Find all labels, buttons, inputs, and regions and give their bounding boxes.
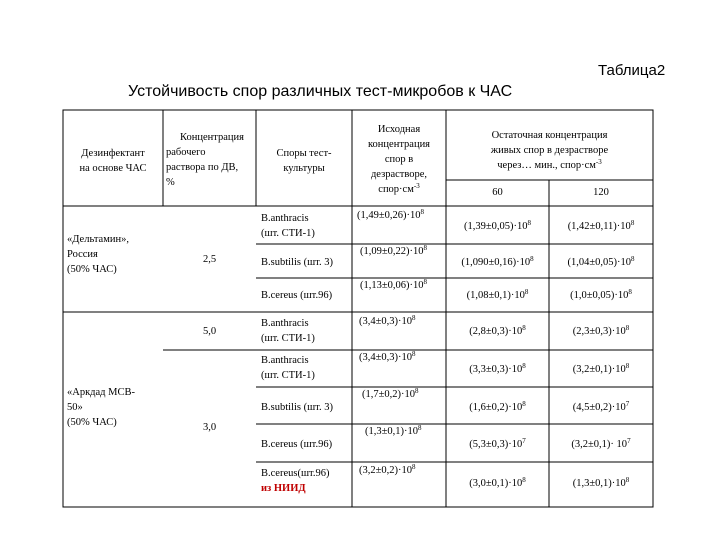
initial-value xyxy=(359,350,446,365)
header-line xyxy=(446,158,653,173)
header-line: культуры xyxy=(283,163,325,174)
residual-120-value xyxy=(549,255,653,270)
residual-60-value xyxy=(446,255,549,270)
initial-exponent: 8 xyxy=(423,244,428,252)
header-line: живых спор в дезрастворе xyxy=(490,145,609,156)
residual-60-value xyxy=(446,324,549,339)
initial-value-text: (3,4±0,3)·10 xyxy=(359,352,413,363)
header-line: % xyxy=(166,177,175,188)
culture-line: B.anthracis xyxy=(261,355,309,366)
culture-line: B.subtilis (шт. 3) xyxy=(261,257,333,268)
header-line: на основе ЧАС xyxy=(79,163,147,174)
initial-exponent: 8 xyxy=(412,350,416,358)
header-residual-exp: -3 xyxy=(595,158,602,166)
culture-line: (шт. СТИ-1) xyxy=(261,370,315,381)
initial-value xyxy=(359,314,446,329)
header-line: концентрация xyxy=(367,139,431,150)
residual-60-text: (3,3±0,3)·10 xyxy=(469,364,523,375)
residual-60-exp: 8 xyxy=(527,219,531,227)
concentration-value: 3,0 xyxy=(202,422,217,433)
disinfectant-line: (50% ЧАС) xyxy=(67,264,117,275)
residual-120-text: (1,0±0,05)·10 xyxy=(570,290,629,301)
header-line: дезрастворе, xyxy=(370,169,428,180)
culture-cell xyxy=(261,288,351,303)
initial-value-text: (1,3±0,1)·10 xyxy=(365,426,419,437)
residual-120-text: (1,04±0,05)·10 xyxy=(567,257,631,268)
header-minutes-60: 60 xyxy=(492,187,503,198)
initial-value-text: (1,09±0,22)·10 xyxy=(360,246,424,257)
culture-line: B.cereus (шт.96) xyxy=(261,439,333,450)
initial-exponent: 8 xyxy=(423,278,428,286)
initial-value-text: (3,4±0,3)·10 xyxy=(359,316,413,327)
culture-note: из НИИД xyxy=(261,483,306,494)
initial-exponent: 8 xyxy=(412,463,416,471)
residual-120-exp: 8 xyxy=(631,255,635,263)
culture-line: B.subtilis (шт. 3) xyxy=(261,402,333,413)
residual-60-exp: 8 xyxy=(522,362,526,370)
culture-line: (шт. СТИ-1) xyxy=(261,333,315,344)
residual-120-exp: 8 xyxy=(625,362,630,370)
residual-120-value xyxy=(549,400,653,415)
header-line: Исходная xyxy=(377,124,421,135)
residual-120-exp: 7 xyxy=(625,400,630,408)
residual-120-value xyxy=(549,362,653,377)
initial-value xyxy=(359,463,446,478)
residual-60-value xyxy=(446,362,549,377)
residual-120-text: (1,3±0,1)·10 xyxy=(572,478,626,489)
residual-120-value xyxy=(549,476,653,491)
header-unit: спор·см xyxy=(378,184,414,195)
header-line: Споры тест- xyxy=(276,148,332,159)
initial-value-text: (1,7±0,2)·10 xyxy=(362,389,416,400)
initial-exponent: 8 xyxy=(418,424,422,432)
residual-60-value xyxy=(446,437,549,452)
initial-exponent: 8 xyxy=(412,314,416,322)
initial-exponent: 8 xyxy=(415,387,419,395)
culture-cell xyxy=(261,437,351,452)
disinfectant-line: 50» xyxy=(67,402,83,413)
residual-60-exp: 8 xyxy=(524,288,529,296)
residual-120-text: (2,3±0,3)·10 xyxy=(572,326,626,337)
residual-120-exp: 8 xyxy=(625,476,630,484)
initial-value xyxy=(357,208,445,223)
disinfectant-line: «Аркдад МСВ- xyxy=(67,387,135,398)
header-line: Концентрация xyxy=(180,132,244,143)
disinfectant-arkdad xyxy=(67,385,161,430)
header-residual xyxy=(446,128,653,173)
header-line: Остаточная концентрация xyxy=(491,130,608,141)
initial-value-text: (1,13±0,06)·10 xyxy=(360,280,424,291)
residual-120-exp: 7 xyxy=(627,437,631,445)
residual-120-text: (1,42±0,11)·10 xyxy=(567,221,631,232)
header-line: Дезинфектант xyxy=(81,148,145,159)
disinfectant-line: «Дельтамин», xyxy=(67,234,129,245)
culture-line: B.anthracis xyxy=(261,213,309,224)
culture-line: B.cereus (шт.96) xyxy=(261,290,333,301)
header-line: раствора по ДВ, xyxy=(166,162,239,173)
header-line: рабочего xyxy=(166,147,206,158)
residual-120-text: (3,2±0,1)· 10 xyxy=(571,439,628,450)
disinfectant-deltamin xyxy=(67,232,161,277)
residual-60-exp: 8 xyxy=(522,400,526,408)
initial-value-text: (3,2±0,2)·10 xyxy=(359,465,413,476)
disinfectant-line: (50% ЧАС) xyxy=(67,417,117,428)
header-minutes-120: 120 xyxy=(593,187,609,198)
initial-value-text: (1,49±0,26)·10 xyxy=(357,210,421,221)
culture-cell xyxy=(261,316,351,346)
culture-line: B.cereus(шт.96) xyxy=(261,468,330,479)
residual-120-text: (3,2±0,1)·10 xyxy=(572,364,626,375)
residual-60-exp: 8 xyxy=(530,255,534,263)
residual-60-value xyxy=(446,288,549,303)
header-residual-time: через… мин., спор·см xyxy=(497,160,596,171)
residual-120-exp: 8 xyxy=(630,219,635,227)
residual-60-text: (1,6±0,2)·10 xyxy=(469,402,523,413)
residual-120-exp: 8 xyxy=(628,288,632,296)
residual-120-text: (4,5±0,2)·10 xyxy=(572,402,626,413)
initial-value xyxy=(360,278,446,293)
culture-cell xyxy=(261,400,351,415)
residual-60-text: (5,3±0,3)·10 xyxy=(469,439,523,450)
disinfectant-line: Россия xyxy=(67,249,98,260)
concentration-value: 2,5 xyxy=(202,254,217,265)
culture-cell xyxy=(261,211,351,241)
residual-120-exp: 8 xyxy=(625,324,630,332)
initial-value xyxy=(360,244,446,259)
header-disinfectant xyxy=(63,146,163,176)
residual-120-value xyxy=(549,219,653,234)
header-line xyxy=(352,182,446,197)
residual-60-text: (1,08±0,1)·10 xyxy=(466,290,525,301)
initial-value xyxy=(365,424,446,439)
residual-60-text: (1,39±0,05)·10 xyxy=(463,221,528,232)
table-title: Устойчивость спор различных тест-микробов к ЧАС xyxy=(128,83,513,100)
initial-exponent: 8 xyxy=(420,208,425,216)
residual-60-value xyxy=(446,400,549,415)
culture-cell xyxy=(261,466,351,496)
header-initial xyxy=(352,122,446,197)
culture-line: (шт. СТИ-1) xyxy=(261,228,315,239)
header-spores xyxy=(256,146,352,176)
residual-120-value xyxy=(549,288,653,303)
header-line: спор в xyxy=(384,154,414,165)
culture-cell xyxy=(261,353,351,383)
residual-60-text: (2,8±0,3)·10 xyxy=(469,326,523,337)
residual-60-value xyxy=(446,476,549,491)
concentration-value: 5,0 xyxy=(202,326,217,337)
culture-line: B.anthracis xyxy=(261,318,309,329)
table-number: Таблица2 xyxy=(598,62,666,79)
residual-60-exp: 8 xyxy=(522,324,526,332)
residual-60-text: (3,0±0,1)·10 xyxy=(469,478,523,489)
residual-60-exp: 8 xyxy=(522,476,526,484)
residual-60-text: (1,090±0,16)·10 xyxy=(461,257,531,268)
residual-60-exp: 7 xyxy=(522,437,526,445)
header-concentration xyxy=(166,130,258,190)
residual-120-value xyxy=(549,437,653,452)
initial-value xyxy=(362,387,446,402)
residual-120-value xyxy=(549,324,653,339)
culture-cell xyxy=(261,255,351,270)
header-unit-exp: -3 xyxy=(413,182,420,190)
residual-60-value xyxy=(446,219,549,234)
